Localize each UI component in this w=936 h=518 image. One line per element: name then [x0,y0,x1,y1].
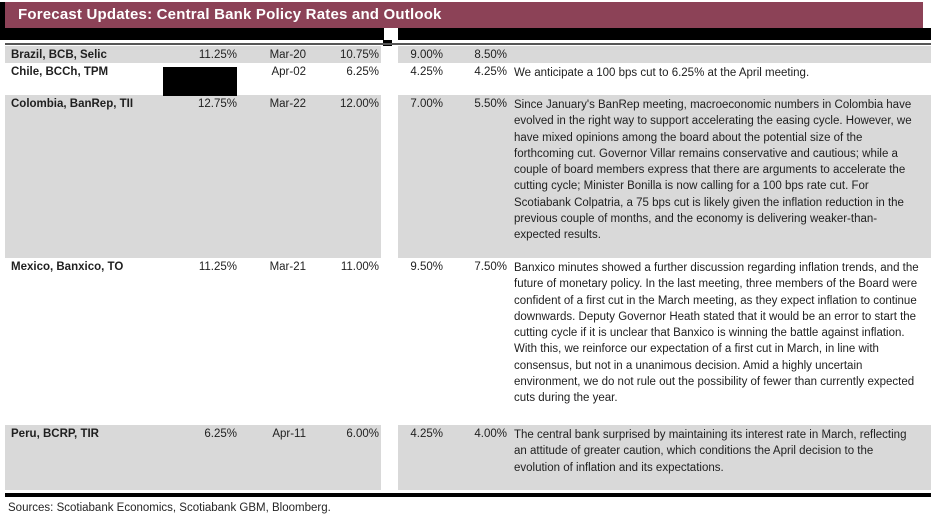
current-rate [196,63,240,65]
next-meeting-date: Mar-21 [269,261,306,273]
next-meeting-forecast: 12.00% [339,98,379,110]
next-meeting-forecast: 11.00% [340,261,379,273]
column-gap [381,425,398,490]
row-label: Peru, BCRP, TIR [11,428,99,440]
row-label: Colombia, BanRep, TII [11,98,134,110]
outlook-comment [507,46,931,48]
row-label: Mexico, Banxico, TO [11,261,124,273]
next-meeting-forecast: 10.75% [339,49,379,61]
table-row-peru [5,425,931,490]
eoy-forecast-2: 8.50% [474,49,507,61]
eoy-forecast-2: 4.00% [474,428,507,440]
outlook-comment: We anticipate a 100 bps cut to 6.25% at the April meeting. [514,67,810,79]
redacted-column-headers-left [0,28,384,40]
column-gap [381,46,398,63]
column-gap [381,63,398,95]
current-rate: 12.75% [197,98,237,110]
page-title: Forecast Updates: Central Bank Policy Rates and Outlook [0,2,923,28]
eoy-forecast-2: 7.50% [474,261,507,273]
next-meeting-forecast: 6.25% [346,66,379,78]
policy-rates-table [5,46,931,490]
redacted-column-headers-right [398,28,931,40]
next-meeting-date: Mar-20 [269,49,306,61]
table-row-chile [5,63,931,95]
eoy-forecast-1: 4.25% [410,428,443,440]
table-row-brazil [5,46,931,63]
next-meeting-date: Apr-11 [272,428,306,440]
table-bottom-border [5,493,931,497]
eoy-forecast-1: 9.50% [410,261,443,273]
sources-note: Sources: Scotiabank Economics, Scotiabank GBM, Bloomberg. [8,502,331,514]
row-label: Brazil, BCB, Selic [11,49,107,61]
outlook-comment: Since January's BanRep meeting, macroeconomic numbers in Colombia have evolved in the right way to support accelerating the easing cycle. However, we have mixed opinions among the board about the potential size of the forthcoming cut. Governor Villar remains conservative and cautious; while a couple of board members express that there are arguments to accelerate the cutting cycle; Minister Bonilla is now calling for a 100 bps rate cut. For Scotiabank Colpatria, a 75 bps cut is likely given the inflation reduction in the previous couple of months, and the economy is delivering weaker-than-expected results. [514,99,912,242]
eoy-forecast-1: 9.00% [410,49,443,61]
column-gap [381,258,398,425]
next-meeting-date: Mar-22 [269,98,306,110]
eoy-forecast-2: 4.25% [474,66,507,78]
column-gap [381,95,398,258]
current-rate: 6.25% [204,428,237,440]
outlook-comment: The central bank surprised by maintaining its interest rate in March, reflecting an attitude of greater caution, which conditions the April decision to the evolution of inflation and its expectations. [514,429,907,474]
redacted-current-rate-chile [163,67,237,96]
table-row-colombia [5,95,931,258]
row-label: Chile, BCCh, TPM [11,66,109,78]
outlook-comment: Banxico minutes showed a further discussion regarding inflation trends, and the future of monetary policy. In the last meeting, three members of the Board were confident of a first cut in the March meeting, as they expect inflation to continue downwards. Deputy Governor Heath stated that it would be an error to start the cutting cycle if it is unclear that Banxico is winning the battle against inflation. With this, we reinforce our expectation of a first cut in March, in line with consensus, but not in a unanimous decision. Amid a highly uncertain environment, we do not rule out the possibility of fewer than currently expected cuts during the year. [514,262,919,405]
eoy-forecast-1: 4.25% [410,66,443,78]
current-rate: 11.25% [198,49,237,61]
next-meeting-date: Apr-02 [271,66,306,78]
eoy-forecast-2: 5.50% [474,98,507,110]
table-row-mexico [5,258,931,425]
eoy-forecast-1: 7.00% [410,98,443,110]
next-meeting-forecast: 6.00% [346,428,379,440]
table-top-border [5,43,931,45]
current-rate: 11.25% [198,261,237,273]
